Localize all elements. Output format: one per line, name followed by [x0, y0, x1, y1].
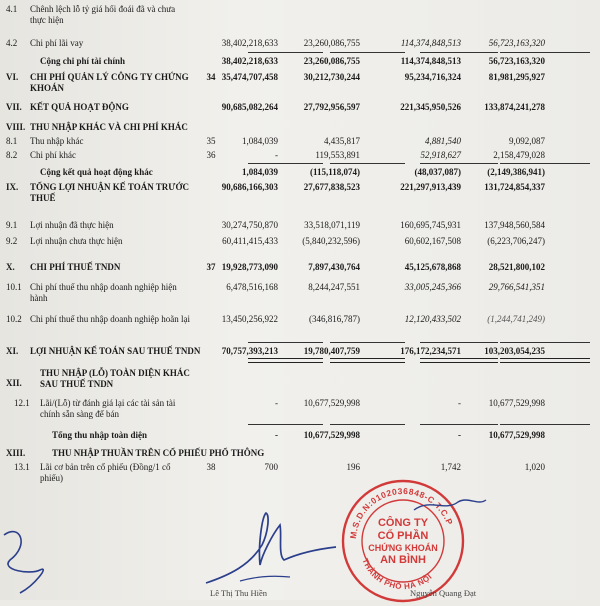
- row-label: Lãi/(Lỗ) từ đánh giá lại các tài sản tài chính sẵn sàng để bán: [40, 398, 176, 419]
- value-col-1: 60,411,415,433: [222, 236, 278, 246]
- value-col-3: 60,602,167,508: [404, 236, 461, 246]
- row-label: THU NHẬP (LỖ) TOÀN DIỆN KHÁC SAU THUẾ TNDN: [40, 368, 190, 389]
- row-code: 4.2: [6, 38, 18, 48]
- value-col-2: 10,677,529,998: [303, 430, 360, 440]
- note-ref: 35: [206, 136, 216, 146]
- value-col-4: 1,020: [524, 462, 545, 472]
- row-label: CHI PHÍ THUẾ TNDN: [30, 262, 121, 272]
- stamp-line2: CỔ PHẦN: [377, 530, 429, 542]
- underline: [500, 163, 590, 164]
- underline: [420, 342, 498, 343]
- value-col-1: -: [275, 398, 278, 408]
- row-code: 4.1: [6, 4, 18, 14]
- stamp-line1: CÔNG TY: [377, 517, 429, 529]
- value-col-4: 103,203,054,235: [484, 346, 545, 356]
- value-col-3: 52,918,627: [420, 150, 461, 160]
- value-col-4: 9,092,087: [509, 136, 545, 146]
- row-code: VII.: [6, 102, 22, 112]
- row-label: Chi phí thuế thu nhập doanh nghiệp hoãn lại: [30, 314, 190, 324]
- value-col-3: 114,374,848,513: [400, 38, 461, 48]
- value-col-3: 160,695,745,931: [400, 220, 461, 230]
- row-label: Cộng kết quả hoạt động khác: [40, 167, 153, 177]
- stamp-ring-text: M.S.D.N:0102036848-C.T.C.P: [347, 485, 456, 540]
- stamp-bottom-text: THÀNH PHỐ HÀ NỘI: [360, 557, 434, 592]
- value-col-2: 119,553,891: [315, 150, 360, 160]
- underline: [248, 52, 323, 53]
- row-label: Tổng thu nhập toàn diện: [52, 430, 148, 440]
- underline: [330, 342, 405, 343]
- double-underline: [248, 358, 323, 363]
- row-code: 8.2: [6, 150, 18, 160]
- value-col-4: 137,948,560,584: [484, 220, 545, 230]
- row-code: XII.: [6, 378, 22, 388]
- row-label: Chi phí thuế thu nhập doanh nghiệp hiện hành: [30, 282, 177, 303]
- value-col-2: 4,435,817: [324, 136, 360, 146]
- value-col-1: 70,757,393,213: [221, 346, 278, 356]
- row-label: Chi phí lãi vay: [30, 38, 84, 48]
- value-col-1: 19,928,773,090: [221, 262, 278, 272]
- double-underline: [330, 358, 405, 363]
- signatory-name-right: Nguyễn Quang Đạt: [410, 588, 477, 598]
- row-code: VI.: [6, 72, 19, 82]
- underline: [420, 163, 498, 164]
- row-label: Chênh lệch lỗ tỷ giá hối đoái đã và chưa thực hiện: [30, 4, 176, 25]
- value-col-1: 38,402,218,633: [221, 56, 278, 66]
- row-label: Lãi cơ bản trên cổ phiếu (Đồng/1 cổ phiếu): [40, 462, 171, 483]
- value-col-2: 7,897,430,764: [308, 262, 360, 272]
- value-col-4: (6,223,706,247): [487, 236, 545, 246]
- value-col-2: (5,840,232,596): [302, 236, 360, 246]
- note-ref: 37: [206, 262, 216, 272]
- note-ref: 36: [206, 150, 216, 160]
- stamp-line4: AN BÌNH: [380, 554, 426, 566]
- value-col-2: 196: [346, 462, 360, 472]
- value-col-1: 1,084,039: [242, 136, 278, 146]
- row-code: XIII.: [6, 448, 26, 458]
- value-col-4: (2,149,386,941): [487, 167, 545, 177]
- row-label: Lợi nhuận chưa thực hiện: [30, 236, 123, 246]
- row-code: 13.1: [14, 462, 30, 472]
- value-col-2: 27,792,956,597: [303, 102, 360, 112]
- double-underline: [500, 358, 590, 363]
- value-col-2: 23,260,086,755: [303, 38, 360, 48]
- row-code: 12.1: [14, 398, 30, 408]
- row-code: 9.2: [6, 236, 18, 246]
- underline: [330, 163, 405, 164]
- note-ref: 34: [206, 72, 216, 82]
- row-label: TỔNG LỢI NHUẬN KẾ TOÁN TRƯỚC THUẾ: [30, 182, 189, 203]
- value-col-1: 90,685,082,264: [221, 102, 278, 112]
- value-col-3: 1,742: [440, 462, 461, 472]
- left-signature: [0, 515, 60, 595]
- underline: [248, 342, 323, 343]
- value-col-3: 95,234,716,324: [404, 72, 461, 82]
- value-col-1: 1,084,039: [242, 167, 278, 177]
- value-col-1: -: [275, 430, 278, 440]
- value-col-4: (1,244,741,249): [487, 314, 545, 324]
- value-col-4: 10,677,529,998: [488, 398, 545, 408]
- value-col-2: (346,816,787): [309, 314, 360, 324]
- row-code: IX.: [6, 182, 19, 192]
- right-signature: [410, 488, 490, 518]
- row-code: 9.1: [6, 220, 18, 230]
- value-col-4: 10,677,529,998: [488, 430, 545, 440]
- row-label: Chi phí khác: [30, 150, 76, 160]
- value-col-3: 33,005,245,366: [404, 282, 461, 292]
- value-col-3: 176,172,234,571: [400, 346, 461, 356]
- row-code: 10.2: [6, 314, 22, 324]
- value-col-1: 38,402,218,633: [221, 38, 278, 48]
- value-col-3: 12,120,433,502: [404, 314, 461, 324]
- value-col-3: -: [458, 430, 461, 440]
- row-label: CHI PHÍ QUẢN LÝ CÔNG TY CHỨNG KHOÁN: [30, 72, 189, 93]
- stamp-line3: CHỨNG KHOÁN: [368, 543, 438, 553]
- value-col-3: (48,037,087): [414, 167, 461, 177]
- row-code: X.: [6, 262, 15, 272]
- value-col-2: 30,212,730,244: [303, 72, 360, 82]
- signatory-name-middle: Lê Thị Thu Hiền: [210, 588, 268, 598]
- row-code: XI.: [6, 346, 19, 356]
- row-label: Cộng chi phí tài chính: [40, 56, 126, 66]
- double-underline: [420, 358, 498, 363]
- value-col-1: 700: [264, 462, 278, 472]
- value-col-2: (115,118,074): [309, 167, 360, 177]
- underline: [248, 424, 323, 425]
- row-label: LỢI NHUẬN KẾ TOÁN SAU THUẾ TNDN: [30, 346, 201, 356]
- row-label: KẾT QUẢ HOẠT ĐỘNG: [30, 102, 129, 112]
- value-col-3: 221,345,950,526: [400, 102, 461, 112]
- row-label: THU NHẬP KHÁC VÀ CHI PHÍ KHÁC: [30, 122, 188, 132]
- value-col-3: 114,374,848,513: [400, 56, 461, 66]
- value-col-4: 2,158,479,028: [493, 150, 545, 160]
- value-col-4: 29,766,541,351: [488, 282, 545, 292]
- value-col-2: 33,518,071,119: [304, 220, 360, 230]
- value-col-2: 8,244,247,551: [308, 282, 360, 292]
- value-col-1: -: [275, 150, 278, 160]
- row-label: Lợi nhuận đã thực hiện: [30, 220, 114, 230]
- value-col-1: 13,450,256,922: [221, 314, 278, 324]
- underline: [500, 342, 590, 343]
- value-col-1: 6,478,516,168: [226, 282, 278, 292]
- row-code: VIII.: [6, 122, 26, 132]
- underline: [248, 163, 323, 164]
- value-col-4: 56,723,163,320: [488, 56, 545, 66]
- underline: [330, 52, 405, 53]
- value-col-1: 35,474,707,458: [221, 72, 278, 82]
- value-col-4: 131,724,854,337: [484, 182, 545, 192]
- row-code: 8.1: [6, 136, 18, 146]
- underline: [500, 52, 590, 53]
- value-col-2: 27,677,838,523: [303, 182, 360, 192]
- underline: [420, 424, 498, 425]
- value-col-3: 45,125,678,868: [404, 262, 461, 272]
- value-col-2: 23,260,086,755: [303, 56, 360, 66]
- value-col-4: 56,723,163,320: [488, 38, 545, 48]
- value-col-2: 19,780,407,759: [303, 346, 360, 356]
- row-code: 10.1: [6, 282, 22, 292]
- value-col-3: 4,881,540: [425, 136, 461, 146]
- value-col-4: 133,874,241,278: [484, 102, 545, 112]
- underline: [330, 424, 405, 425]
- value-col-3: 221,297,913,439: [400, 182, 461, 192]
- underline: [420, 52, 498, 53]
- value-col-1: 90,686,166,303: [221, 182, 278, 192]
- middle-signature: [200, 505, 340, 590]
- row-label: THU NHẬP THUẦN TRÊN CỔ PHIẾU PHỔ THÔNG: [52, 448, 265, 458]
- value-col-4: 28,521,800,102: [488, 262, 545, 272]
- value-col-2: 10,677,529,998: [303, 398, 360, 408]
- value-col-4: 81,981,295,927: [488, 72, 545, 82]
- note-ref: 38: [206, 462, 216, 472]
- underline: [500, 424, 590, 425]
- value-col-3: -: [458, 398, 461, 408]
- value-col-1: 30,274,750,870: [221, 220, 278, 230]
- row-label: Thu nhập khác: [30, 136, 84, 146]
